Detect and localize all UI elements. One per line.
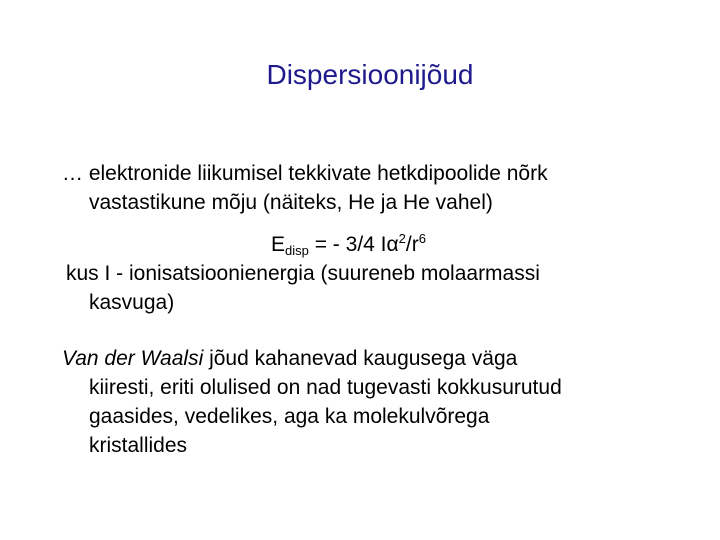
paragraph-line: gaasides, vedelikes, aga ka molekulvõrega bbox=[89, 405, 490, 428]
paragraph-van-der-waals bbox=[62, 344, 562, 460]
paragraph-line: kiiresti, eriti olulised on nad tugevasti kokkusurutud bbox=[89, 376, 562, 399]
paragraph-line-rest: jõud kahanevad kaugusega väga bbox=[203, 347, 518, 370]
paragraph-line: kus I - ionisatsioonienergia (suureneb molaarmassi bbox=[66, 262, 540, 285]
formula-e: E bbox=[271, 233, 286, 256]
formula-superscript-r: 6 bbox=[418, 231, 426, 246]
paragraph-dispersion-definition bbox=[62, 159, 548, 217]
paragraph-ionization-energy bbox=[66, 259, 540, 317]
paragraph-line: kasvuga) bbox=[89, 291, 175, 314]
formula-superscript-alpha: 2 bbox=[398, 231, 406, 246]
paragraph-line: vastastikune mõju (näiteks, He ja He vahel) bbox=[89, 191, 493, 214]
paragraph-line: … elektronide liikumisel tekkivate hetkdipoolide nõrk bbox=[62, 162, 548, 185]
paragraph-line bbox=[62, 344, 562, 373]
formula-slash: /r bbox=[405, 233, 419, 256]
paragraph-line: kristallides bbox=[89, 434, 188, 457]
italic-term: Van der Waalsi bbox=[62, 347, 204, 370]
slide-title: Dispersioonijõud bbox=[266, 59, 474, 90]
formula-middle: = - 3/4 Iα bbox=[308, 233, 399, 256]
formula-subscript: disp bbox=[285, 243, 309, 258]
